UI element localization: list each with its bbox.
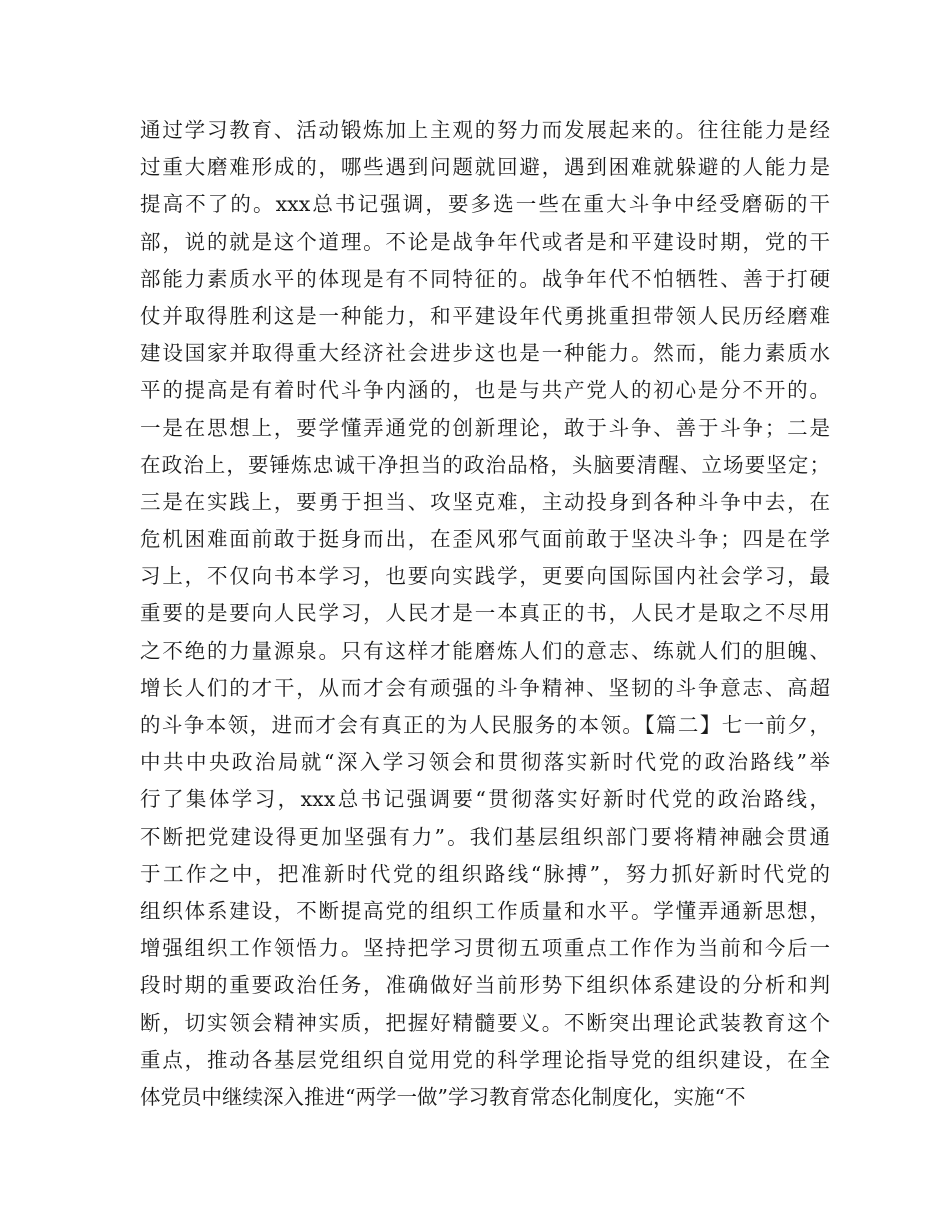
text-line: 增长人们的才干，从而才会有顽强的斗争精神、坚韧的斗争意志、高超	[140, 675, 830, 700]
text-line: 三是在实践上，要勇于担当、攻坚克难，主动投身到各种斗争中去，在	[140, 489, 830, 514]
text-line: 习上，不仅向书本学习，也要向实践学，更要向国际国内社会学习，最	[140, 564, 830, 589]
text-line: 重点，推动各基层党组织自觉用党的科学理论指导党的组织建设，在全	[140, 1047, 830, 1072]
text-line: 部能力素质水平的体现是有不同特征的。战争年代不怕牺牲、善于打硬	[140, 266, 830, 291]
text-line: 不断把党建设得更加坚强有力”。我们基层组织部门要将精神融会贯通	[140, 824, 830, 849]
text-line: 段时期的重要政治任务，准确做好当前形势下组织体系建设的分析和判	[140, 973, 830, 998]
body-text	[140, 112, 830, 1116]
text-line: 中共中央政治局就“深入学习领会和贯彻落实新时代党的政治路线”举	[140, 750, 830, 775]
text-line: 于工作之中，把准新时代党的组织路线“脉搏”，努力抓好新时代党的	[140, 861, 830, 886]
text-line: 重要的是要向人民学习，人民才是一本真正的书，人民才是取之不尽用	[140, 601, 830, 626]
text-line: 危机困难面前敢于挺身而出，在歪风邪气面前敢于坚决斗争；四是在学	[140, 527, 830, 552]
text-line: 通过学习教育、活动锻炼加上主观的努力而发展起来的。往往能力是经	[140, 118, 830, 142]
text-line: 一是在思想上，要学懂弄通党的创新理论，敢于斗争、善于斗争；二是	[140, 415, 830, 440]
text-line: 体党员中继续深入推进“两学一做”学习教育常态化制度化，实施“不	[140, 1084, 746, 1109]
text-line: 建设国家并取得重大经济社会进步这也是一种能力。然而，能力素质水	[140, 341, 830, 366]
text-line: 行了集体学习，xxx总书记强调要“贯彻落实好新时代党的政治路线，	[140, 787, 830, 812]
text-line: 提高不了的。xxx总书记强调，要多选一些在重大斗争中经受磨砺的干	[140, 192, 830, 217]
text-line: 组织体系建设，不断提高党的组织工作质量和水平。学懂弄通新思想，	[140, 898, 830, 923]
text-line: 增强组织工作领悟力。坚持把学习贯彻五项重点工作作为当前和今后一	[140, 936, 830, 961]
text-line: 过重大磨难形成的，哪些遇到问题就回避，遇到困难就躲避的人能力是	[140, 155, 830, 180]
text-line: 的斗争本领，进而才会有真正的为人民服务的本领。【篇二】七一前夕，	[140, 713, 830, 737]
text-line: 部，说的就是这个道理。不论是战争年代或者是和平建设时期，党的干	[140, 229, 830, 254]
text-line: 之不绝的力量源泉。只有这样才能磨炼人们的意志、练就人们的胆魄、	[140, 638, 830, 663]
text-line: 在政治上，要锤炼忠诚干净担当的政治品格，头脑要清醒、立场要坚定；	[140, 452, 830, 477]
text-line: 断，切实领会精神实质，把握好精髓要义。不断突出理论武装教育这个	[140, 1010, 830, 1035]
text-line: 平的提高是有着时代斗争内涵的，也是与共产党人的初心是分不开的。	[140, 378, 830, 403]
text-line: 仗并取得胜利这是一种能力，和平建设年代勇挑重担带领人民历经磨难	[140, 303, 830, 328]
